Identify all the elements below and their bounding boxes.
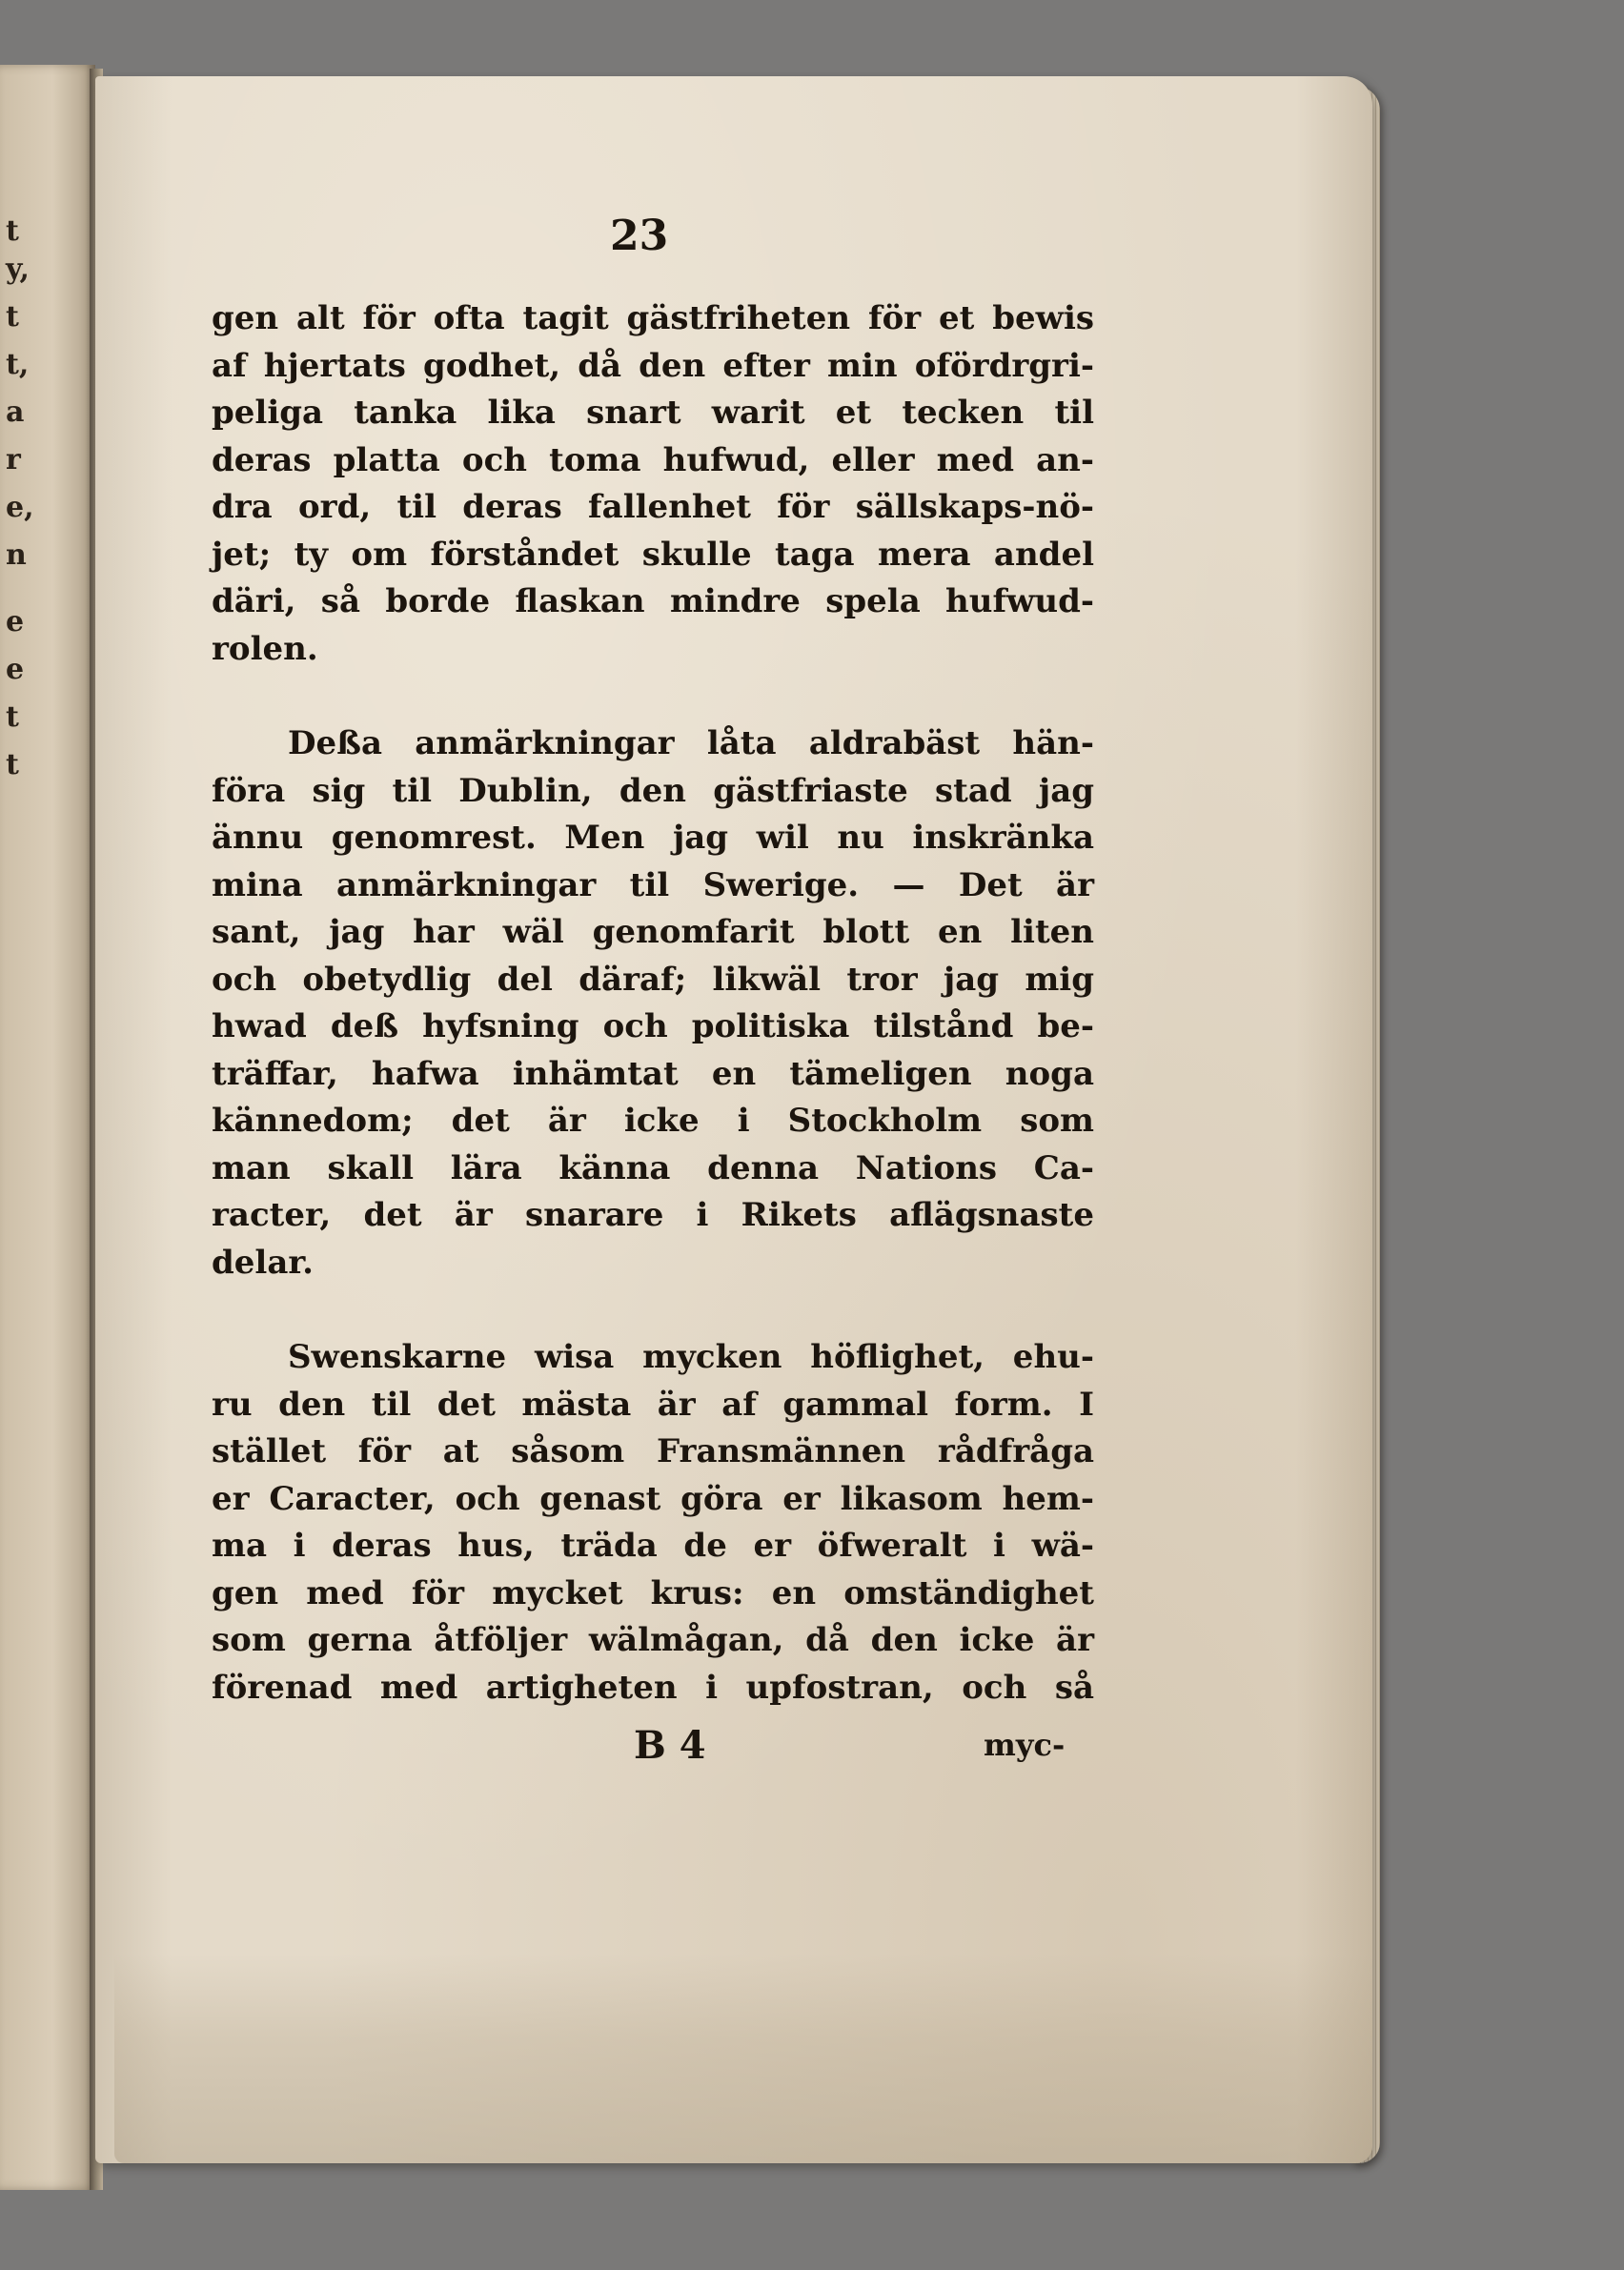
facing-page-fragment: r [6,443,21,476]
text-line: man skall lära känna denna Nations Ca- [212,1148,1094,1187]
page-number: 23 [610,212,669,260]
text-line: jet; ty om förståndet skulle taga mera andel [212,535,1094,574]
text-line: delar. [212,1243,314,1282]
text-line: mina anmärkningar til Swerige. — Det är [212,865,1094,904]
paragraph [212,720,1094,1287]
text-line: Deßa anmärkningar låta aldrabäst hän- [288,724,1094,762]
facing-page [0,65,95,2190]
text-line: sant, jag har wäl genomfarit blott en liten [212,913,1094,951]
facing-page-fragment: y, [6,253,30,286]
text-line: hwad deß hyfsning och politiska tilstånd be- [212,1007,1094,1045]
page-text [212,200,1094,1712]
paragraph [212,295,1094,673]
text-line: af hjertats godhet, då den efter min ofördrgri- [212,346,1094,385]
facing-page-fragment: e [6,653,25,686]
page-worn-edge [114,1954,1372,2163]
text-line: dra ord, til deras fallenhet för sällskaps-nö- [212,488,1094,526]
facing-page-fragment: e [6,605,25,638]
catchword: myc- [984,1727,1066,1763]
text-line: racter, det är snarare i Rikets aflägsnaste [212,1196,1094,1234]
facing-page-fragment: t, [6,348,30,381]
text-line: som gerna åtföljer wälmågan, då den icke är [212,1621,1094,1659]
facing-page-fragment: t [6,214,19,248]
facing-page-fragment: t [6,748,19,781]
text-line: rolen. [212,629,318,668]
text-line: ru den til det mästa är af gammal form. I [212,1385,1094,1424]
text-line: träffar, hafwa inhämtat en tämeligen noga [212,1054,1094,1093]
text-line: er Caracter, och genast göra er likasom hem- [212,1479,1094,1518]
text-line: däri, så borde flaskan mindre spela hufwud- [212,582,1094,620]
text-line: peliga tanka lika snart warit et tecken til [212,394,1094,432]
facing-page-fragment: n [6,538,27,572]
text-line: kännedom; det är icke i Stockholm som [212,1102,1094,1140]
signature-mark: B 4 [634,1723,706,1768]
text-line: gen med för mycket krus: en omständighet [212,1573,1094,1612]
text-line: ännu genomrest. Men jag wil nu inskränka [212,819,1094,857]
text-line: ma i deras hus, träda de er öfweralt i wä- [212,1527,1094,1565]
text-line: deras platta och toma hufwud, eller med an- [212,440,1094,479]
text-line: och obetydlig del däraf; likwäl tror jag mig [212,960,1094,999]
paragraph [212,1334,1094,1712]
facing-page-fragment: t [6,700,19,734]
text-line: stället för at såsom Fransmännen rådfråga [212,1432,1094,1470]
text-line: förenad med artigheten i upfostran, och så [212,1668,1094,1707]
text-line: Swenskarne wisa mycken höflighet, ehu- [288,1338,1094,1376]
text-line: föra sig til Dublin, den gästfriaste stad jag [212,771,1094,810]
text-line: gen alt för ofta tagit gästfriheten för et bewis [212,299,1094,337]
facing-page-fragment: e, [6,491,34,524]
facing-page-fragment: t [6,300,19,334]
facing-page-fragment: a [6,395,25,429]
